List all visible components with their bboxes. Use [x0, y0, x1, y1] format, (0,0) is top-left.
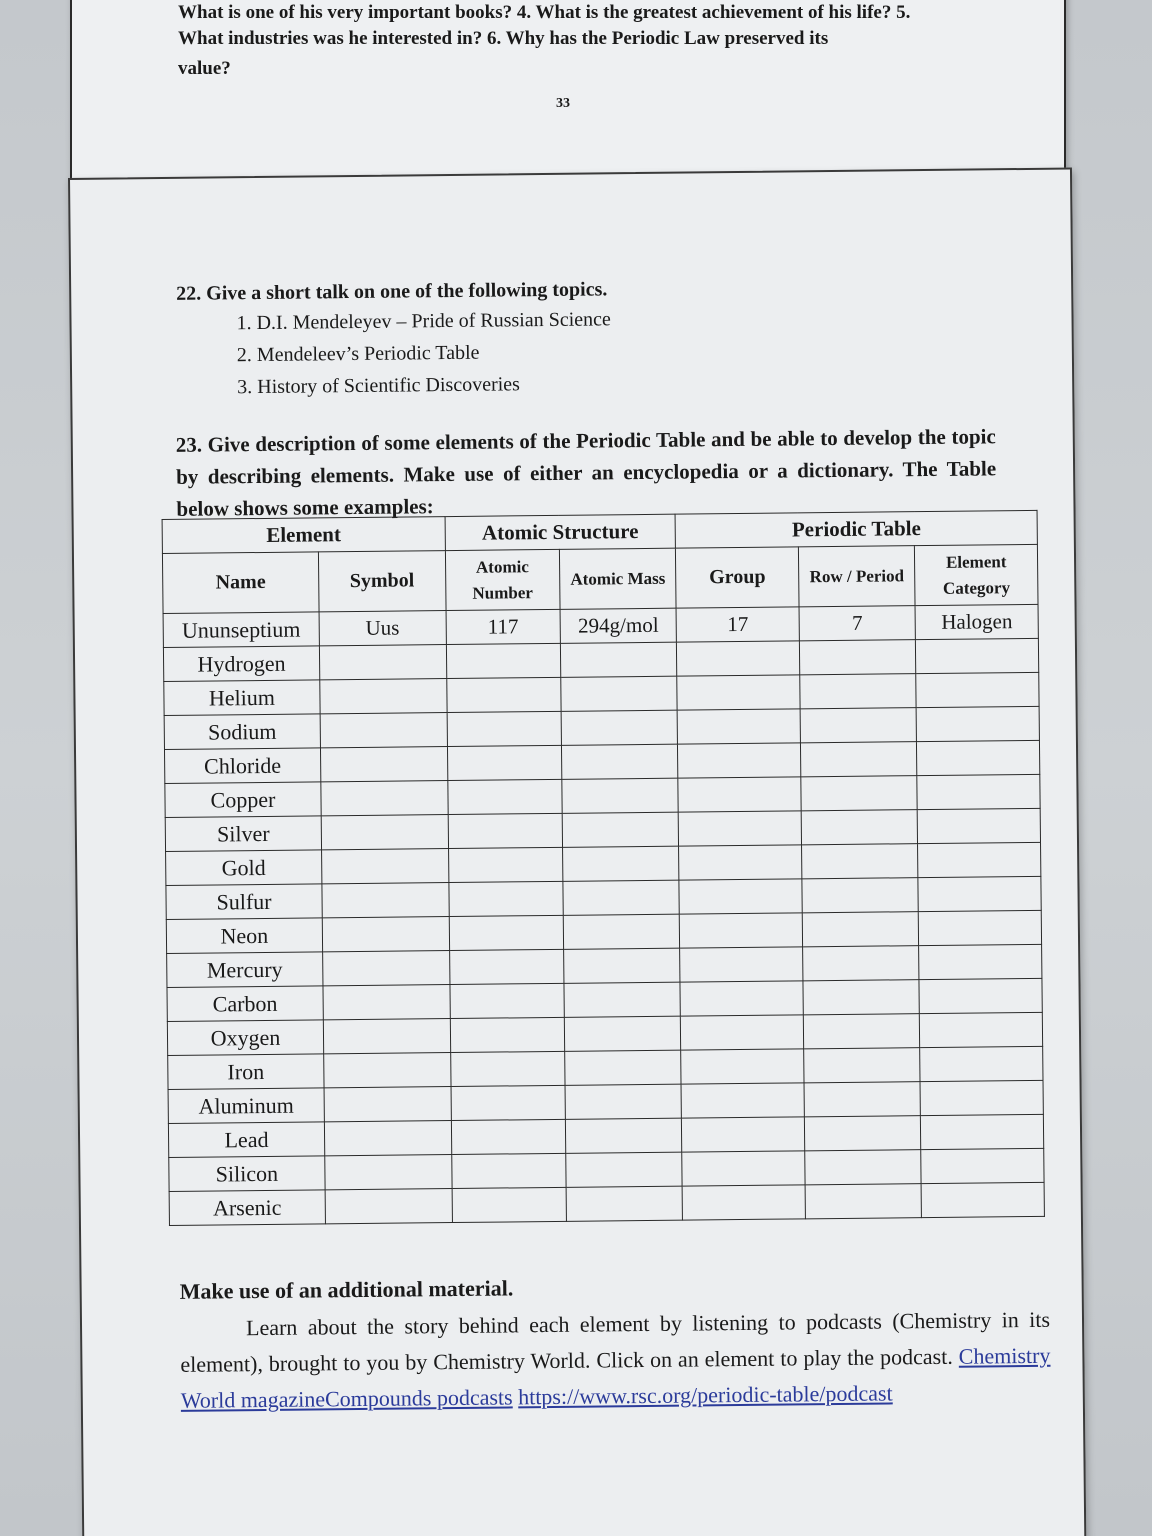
podcast-url-link[interactable]: https://www.rsc.org/periodic-table/podcast	[518, 1380, 893, 1410]
cell-symbol	[320, 747, 447, 782]
cell-atomic-mass	[561, 676, 678, 711]
cell-period	[801, 810, 918, 845]
cell-name: Chloride	[164, 748, 320, 784]
cell-symbol	[323, 1019, 450, 1054]
cell-symbol	[322, 951, 449, 986]
cell-period	[802, 912, 919, 947]
question-line-1: What is one of his very important books? 4. What is the greatest achievement of his life? 5.	[178, 2, 911, 23]
cell-atomic-mass	[565, 1084, 682, 1119]
cell-period	[803, 946, 920, 981]
cell-name: Mercury	[167, 952, 323, 988]
cell-atomic-number: 117	[446, 609, 561, 644]
cell-name: Oxygen	[167, 1020, 323, 1056]
cell-category	[919, 910, 1042, 945]
cell-atomic-mass	[564, 982, 681, 1017]
cell-atomic-mass	[564, 948, 681, 983]
cell-symbol	[324, 1053, 451, 1088]
cell-group	[680, 947, 803, 982]
previous-page-fragment	[70, 0, 1066, 184]
group-header-atomic-structure: Atomic Structure	[445, 514, 676, 550]
cell-symbol	[321, 849, 448, 884]
cell-group	[680, 913, 803, 948]
cell-period	[805, 1150, 922, 1185]
task-23-instructions: 23. Give description of some elements of the Periodic Table and be able to develop the topic by describing elements. Make use of either an encyclopedia or a dictionary. The Table below shows some examples:	[175, 424, 997, 521]
cell-period	[799, 640, 916, 675]
col-header-atomic-number: Atomic Number	[445, 549, 560, 610]
cell-symbol	[319, 645, 446, 680]
cell-atomic-number	[451, 1153, 566, 1188]
cell-group	[678, 743, 801, 778]
cell-atomic-mass	[564, 1016, 681, 1051]
cell-atomic-number	[446, 677, 561, 712]
additional-title: Make use of an additional material.	[179, 1275, 514, 1304]
cell-period	[800, 674, 917, 709]
cell-atomic-number	[448, 813, 563, 848]
cell-period	[801, 844, 918, 879]
cell-atomic-number	[449, 915, 564, 950]
cell-name: Carbon	[167, 986, 323, 1022]
additional-text: Learn about the story behind each element by listening to podcasts (Chemistry in its element), brought to you by Chemistry World. Click on an element to play the podcast.	[180, 1306, 1051, 1377]
cell-name: Arsenic	[169, 1190, 325, 1226]
cell-period	[804, 1116, 921, 1151]
cell-atomic-mass	[566, 1186, 683, 1221]
cell-symbol: Uus	[319, 611, 446, 646]
cell-atomic-mass	[561, 710, 678, 745]
cell-group	[679, 879, 802, 914]
topic-item: 1. D.I. Mendeleyev – Pride of Russian Science	[236, 308, 611, 335]
cell-name: Silver	[165, 816, 321, 852]
cell-category	[920, 1012, 1043, 1047]
cell-category	[918, 876, 1041, 911]
group-header-element: Element	[162, 517, 445, 554]
cell-name: Sodium	[164, 714, 320, 750]
cell-symbol	[325, 1155, 452, 1190]
cell-name: Sulfur	[166, 884, 322, 920]
cell-atomic-mass: 294g/mol	[560, 608, 677, 643]
cell-group: 17	[676, 607, 799, 642]
cell-category	[917, 740, 1040, 775]
cell-name: Silicon	[169, 1156, 325, 1192]
cell-symbol	[320, 679, 447, 714]
cell-category	[921, 1148, 1044, 1183]
cell-group	[679, 845, 802, 880]
cell-group	[677, 641, 800, 676]
cell-atomic-number	[450, 1051, 565, 1086]
col-header-row-period: Row / Period	[798, 546, 915, 607]
cell-symbol	[324, 1121, 451, 1156]
cell-period	[805, 1184, 922, 1219]
cell-group	[681, 1015, 804, 1050]
cell-symbol	[322, 917, 449, 952]
cell-period	[803, 980, 920, 1015]
cell-name: Lead	[168, 1122, 324, 1158]
cell-group	[682, 1151, 805, 1186]
cell-group	[681, 1083, 804, 1118]
cell-category	[918, 842, 1041, 877]
task-22-heading: 22. Give a short talk on one of the following topics.	[176, 278, 608, 305]
cell-name: Iron	[168, 1054, 324, 1090]
elements-table	[162, 510, 1045, 1226]
cell-atomic-number	[449, 949, 564, 984]
cell-symbol	[320, 713, 447, 748]
question-line-2: What industries was he interested in? 6. Why has the Periodic Law preserved its	[178, 28, 829, 49]
cell-atomic-mass	[566, 1152, 683, 1187]
cell-atomic-number	[450, 983, 565, 1018]
topic-item: 2. Mendeleev’s Periodic Table	[236, 341, 480, 367]
cell-category	[920, 1080, 1043, 1115]
group-header-periodic-table: Periodic Table	[675, 510, 1037, 548]
cell-symbol	[321, 781, 448, 816]
cell-atomic-mass	[563, 880, 680, 915]
cell-atomic-mass	[560, 642, 677, 677]
cell-atomic-mass	[562, 846, 679, 881]
cell-atomic-number	[451, 1119, 566, 1154]
cell-category	[916, 638, 1039, 673]
cell-atomic-number	[450, 1017, 565, 1052]
question-line-3: value?	[178, 58, 231, 79]
cell-period	[801, 776, 918, 811]
cell-atomic-number	[446, 643, 561, 678]
col-header-symbol: Symbol	[318, 551, 445, 612]
cell-category	[919, 944, 1042, 979]
cell-name: Gold	[166, 850, 322, 886]
cell-category: Halogen	[915, 604, 1038, 639]
cell-category	[920, 1046, 1043, 1081]
cell-name: Neon	[166, 918, 322, 954]
cell-period	[800, 708, 917, 743]
cell-symbol	[322, 883, 449, 918]
additional-material	[180, 1270, 1051, 1419]
cell-atomic-number	[451, 1085, 566, 1120]
page-number: 33	[556, 96, 570, 111]
col-header-name: Name	[162, 552, 318, 614]
col-header-group: Group	[676, 547, 799, 608]
cell-symbol	[321, 815, 448, 850]
cell-atomic-number	[449, 881, 564, 916]
cell-period	[800, 742, 917, 777]
cell-name: Ununseptium	[163, 612, 319, 648]
cell-atomic-mass	[562, 778, 679, 813]
worksheet-page	[68, 167, 1087, 1536]
cell-symbol	[325, 1189, 452, 1224]
cell-category	[921, 1182, 1044, 1217]
cell-category	[921, 1114, 1044, 1149]
cell-group	[680, 981, 803, 1016]
col-header-element-category: Element Category	[915, 544, 1038, 605]
cell-category	[916, 672, 1039, 707]
table-column-header-row	[162, 544, 1038, 613]
cell-group	[682, 1117, 805, 1152]
cell-atomic-mass	[565, 1118, 682, 1153]
cell-atomic-mass	[562, 812, 679, 847]
cell-group	[679, 811, 802, 846]
cell-group	[681, 1049, 804, 1084]
cell-period	[802, 878, 919, 913]
cell-category	[916, 706, 1039, 741]
cell-period: 7	[799, 606, 916, 641]
additional-body	[180, 1302, 1051, 1419]
cell-category	[917, 774, 1040, 809]
cell-atomic-number	[447, 745, 562, 780]
cell-period	[804, 1048, 921, 1083]
cell-name: Aluminum	[168, 1088, 324, 1124]
cell-category	[917, 808, 1040, 843]
cell-category	[919, 978, 1042, 1013]
cell-atomic-mass	[565, 1050, 682, 1085]
cell-atomic-number	[452, 1187, 567, 1222]
cell-atomic-number	[448, 847, 563, 882]
cell-period	[804, 1082, 921, 1117]
cell-period	[803, 1014, 920, 1049]
cell-atomic-mass	[561, 744, 678, 779]
cell-name: Copper	[165, 782, 321, 818]
cell-group	[677, 675, 800, 710]
cell-symbol	[323, 985, 450, 1020]
cell-group	[678, 777, 801, 812]
col-header-atomic-mass: Atomic Mass	[559, 548, 676, 609]
podcast-link[interactable]: Chemistry World magazineCompounds podcasts	[180, 1342, 1051, 1413]
cell-atomic-number	[447, 711, 562, 746]
cell-name: Hydrogen	[163, 646, 319, 682]
cell-atomic-mass	[563, 914, 680, 949]
topic-item: 3. History of Scientific Discoveries	[237, 373, 521, 399]
cell-name: Helium	[164, 680, 320, 716]
cell-group	[682, 1185, 805, 1220]
cell-symbol	[324, 1087, 451, 1122]
cell-group	[677, 709, 800, 744]
cell-atomic-number	[447, 779, 562, 814]
